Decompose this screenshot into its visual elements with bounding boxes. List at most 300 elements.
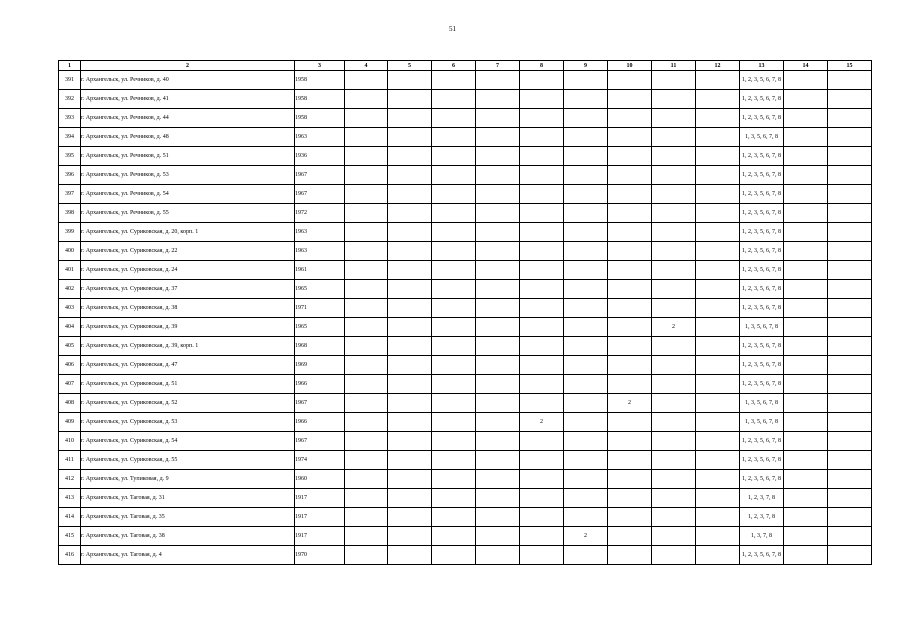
- col5-cell: [388, 394, 432, 413]
- page-number: 51: [449, 25, 456, 33]
- year-cell: 1966: [295, 413, 345, 432]
- table-row: [59, 356, 872, 375]
- col15-cell: [828, 166, 872, 185]
- col-header: 12: [696, 61, 740, 71]
- col10-cell: [608, 413, 652, 432]
- col12-cell: [696, 413, 740, 432]
- col11-cell: [652, 299, 696, 318]
- col8-cell: [520, 394, 564, 413]
- col11-cell: [652, 71, 696, 90]
- col11-cell: [652, 527, 696, 546]
- col12-cell: [696, 299, 740, 318]
- col13-cell: 1, 2, 3, 5, 6, 7, 8: [740, 337, 784, 356]
- table-row: [59, 546, 872, 565]
- col9-cell: [564, 432, 608, 451]
- col14-cell: [784, 204, 828, 223]
- row-number-cell: 411: [59, 451, 81, 470]
- col9-cell: [564, 204, 608, 223]
- address-cell: г. Архангельск, ул. Таговая, д. 31: [81, 489, 295, 508]
- col4-cell: [345, 71, 388, 90]
- col9-cell: [564, 337, 608, 356]
- col8-cell: [520, 71, 564, 90]
- col5-cell: [388, 185, 432, 204]
- col5-cell: [388, 204, 432, 223]
- year-cell: 1958: [295, 90, 345, 109]
- col15-cell: [828, 109, 872, 128]
- year-cell: 1963: [295, 223, 345, 242]
- col9-cell: [564, 413, 608, 432]
- table-row: [59, 413, 872, 432]
- col8-cell: [520, 451, 564, 470]
- year-cell: 1972: [295, 204, 345, 223]
- col14-cell: [784, 451, 828, 470]
- col10-cell: [608, 223, 652, 242]
- col6-cell: [432, 280, 476, 299]
- header-row: [59, 61, 872, 71]
- address-cell: г. Архангельск, ул. Суриковская, д. 37: [81, 280, 295, 299]
- col10-cell: [608, 280, 652, 299]
- col13-cell: 1, 2, 3, 5, 6, 7, 8: [740, 223, 784, 242]
- col14-cell: [784, 261, 828, 280]
- col5-cell: [388, 451, 432, 470]
- row-number-cell: 404: [59, 318, 81, 337]
- col11-cell: [652, 508, 696, 527]
- row-number-cell: 391: [59, 71, 81, 90]
- col12-cell: [696, 280, 740, 299]
- col7-cell: [476, 413, 520, 432]
- table-row: [59, 318, 872, 337]
- col9-cell: [564, 508, 608, 527]
- col11-cell: [652, 394, 696, 413]
- year-cell: 1965: [295, 318, 345, 337]
- year-cell: 1974: [295, 451, 345, 470]
- col7-cell: [476, 223, 520, 242]
- row-number-cell: 400: [59, 242, 81, 261]
- col15-cell: [828, 147, 872, 166]
- col7-cell: [476, 261, 520, 280]
- col7-cell: [476, 299, 520, 318]
- col12-cell: [696, 261, 740, 280]
- col8-cell: [520, 489, 564, 508]
- address-cell: г. Архангельск, ул. Суриковская, д. 51: [81, 375, 295, 394]
- col6-cell: [432, 356, 476, 375]
- year-cell: 1967: [295, 166, 345, 185]
- year-cell: 1968: [295, 337, 345, 356]
- col13-cell: 1, 3, 7, 8: [740, 527, 784, 546]
- row-number-cell: 401: [59, 261, 81, 280]
- col7-cell: [476, 204, 520, 223]
- col15-cell: [828, 261, 872, 280]
- col7-cell: [476, 527, 520, 546]
- col-header: 2: [81, 61, 295, 71]
- col15-cell: [828, 242, 872, 261]
- col14-cell: [784, 489, 828, 508]
- col4-cell: [345, 261, 388, 280]
- col6-cell: [432, 299, 476, 318]
- col9-cell: [564, 90, 608, 109]
- address-cell: г. Архангельск, ул. Суриковская, д. 47: [81, 356, 295, 375]
- row-number-cell: 402: [59, 280, 81, 299]
- year-cell: 1967: [295, 432, 345, 451]
- col8-cell: 2: [520, 413, 564, 432]
- address-cell: г. Архангельск, ул. Суриковская, д. 38: [81, 299, 295, 318]
- col9-cell: [564, 147, 608, 166]
- col15-cell: [828, 318, 872, 337]
- col12-cell: [696, 223, 740, 242]
- col6-cell: [432, 71, 476, 90]
- col6-cell: [432, 90, 476, 109]
- col15-cell: [828, 375, 872, 394]
- col9-cell: 2: [564, 527, 608, 546]
- col14-cell: [784, 147, 828, 166]
- col4-cell: [345, 280, 388, 299]
- year-cell: 1967: [295, 185, 345, 204]
- row-number-cell: 399: [59, 223, 81, 242]
- col15-cell: [828, 413, 872, 432]
- row-number-cell: 398: [59, 204, 81, 223]
- row-number-cell: 396: [59, 166, 81, 185]
- col9-cell: [564, 280, 608, 299]
- address-cell: г. Архангельск, ул. Суриковская, д. 24: [81, 261, 295, 280]
- table-row: [59, 166, 872, 185]
- col7-cell: [476, 508, 520, 527]
- col11-cell: 2: [652, 318, 696, 337]
- col4-cell: [345, 375, 388, 394]
- col13-cell: 1, 2, 3, 5, 6, 7, 8: [740, 185, 784, 204]
- year-cell: 1960: [295, 470, 345, 489]
- col11-cell: [652, 356, 696, 375]
- col5-cell: [388, 242, 432, 261]
- col13-cell: 1, 2, 3, 5, 6, 7, 8: [740, 261, 784, 280]
- col12-cell: [696, 375, 740, 394]
- col6-cell: [432, 375, 476, 394]
- col12-cell: [696, 318, 740, 337]
- col14-cell: [784, 508, 828, 527]
- address-cell: г. Архангельск, ул. Тупиковая, д. 9: [81, 470, 295, 489]
- col7-cell: [476, 432, 520, 451]
- year-cell: 1936: [295, 147, 345, 166]
- year-cell: 1917: [295, 489, 345, 508]
- col10-cell: [608, 299, 652, 318]
- col4-cell: [345, 527, 388, 546]
- col14-cell: [784, 280, 828, 299]
- address-cell: г. Архангельск, ул. Таговая, д. 35: [81, 508, 295, 527]
- col-header: 8: [520, 61, 564, 71]
- col7-cell: [476, 242, 520, 261]
- col8-cell: [520, 375, 564, 394]
- col8-cell: [520, 299, 564, 318]
- col4-cell: [345, 147, 388, 166]
- row-number-cell: 412: [59, 470, 81, 489]
- table-row: [59, 527, 872, 546]
- col5-cell: [388, 299, 432, 318]
- col7-cell: [476, 128, 520, 147]
- col13-cell: 1, 3, 5, 6, 7, 8: [740, 413, 784, 432]
- col6-cell: [432, 470, 476, 489]
- table-row: [59, 489, 872, 508]
- col15-cell: [828, 394, 872, 413]
- col8-cell: [520, 318, 564, 337]
- row-number-cell: 403: [59, 299, 81, 318]
- address-cell: г. Архангельск, ул. Таговая, д. 4: [81, 546, 295, 565]
- col11-cell: [652, 261, 696, 280]
- address-cell: г. Архангельск, ул. Речников, д. 53: [81, 166, 295, 185]
- col10-cell: [608, 261, 652, 280]
- col13-cell: 1, 2, 3, 5, 6, 7, 8: [740, 242, 784, 261]
- year-cell: 1963: [295, 128, 345, 147]
- col10-cell: [608, 356, 652, 375]
- row-number-cell: 392: [59, 90, 81, 109]
- table-row: [59, 299, 872, 318]
- col11-cell: [652, 413, 696, 432]
- row-number-cell: 395: [59, 147, 81, 166]
- col8-cell: [520, 337, 564, 356]
- col5-cell: [388, 337, 432, 356]
- col14-cell: [784, 318, 828, 337]
- col11-cell: [652, 280, 696, 299]
- col10-cell: [608, 185, 652, 204]
- col9-cell: [564, 71, 608, 90]
- col7-cell: [476, 147, 520, 166]
- col-header: 10: [608, 61, 652, 71]
- col6-cell: [432, 109, 476, 128]
- col-header: 6: [432, 61, 476, 71]
- table-row: [59, 109, 872, 128]
- col5-cell: [388, 489, 432, 508]
- col7-cell: [476, 185, 520, 204]
- col10-cell: [608, 242, 652, 261]
- col5-cell: [388, 356, 432, 375]
- address-cell: г. Архангельск, ул. Суриковская, д. 53: [81, 413, 295, 432]
- col5-cell: [388, 432, 432, 451]
- col9-cell: [564, 546, 608, 565]
- col5-cell: [388, 147, 432, 166]
- col7-cell: [476, 489, 520, 508]
- col6-cell: [432, 527, 476, 546]
- col15-cell: [828, 128, 872, 147]
- col12-cell: [696, 337, 740, 356]
- col8-cell: [520, 109, 564, 128]
- col13-cell: 1, 2, 3, 5, 6, 7, 8: [740, 280, 784, 299]
- col4-cell: [345, 128, 388, 147]
- row-number-cell: 408: [59, 394, 81, 413]
- col10-cell: [608, 90, 652, 109]
- col5-cell: [388, 527, 432, 546]
- col6-cell: [432, 185, 476, 204]
- col6-cell: [432, 166, 476, 185]
- col6-cell: [432, 223, 476, 242]
- col15-cell: [828, 280, 872, 299]
- col7-cell: [476, 109, 520, 128]
- col12-cell: [696, 166, 740, 185]
- col7-cell: [476, 90, 520, 109]
- col12-cell: [696, 90, 740, 109]
- col9-cell: [564, 375, 608, 394]
- col13-cell: 1, 2, 3, 5, 6, 7, 8: [740, 432, 784, 451]
- col6-cell: [432, 508, 476, 527]
- col14-cell: [784, 185, 828, 204]
- col10-cell: [608, 546, 652, 565]
- col11-cell: [652, 90, 696, 109]
- col14-cell: [784, 432, 828, 451]
- year-cell: 1958: [295, 71, 345, 90]
- col15-cell: [828, 432, 872, 451]
- col4-cell: [345, 299, 388, 318]
- col4-cell: [345, 470, 388, 489]
- col9-cell: [564, 394, 608, 413]
- col4-cell: [345, 242, 388, 261]
- col12-cell: [696, 185, 740, 204]
- col8-cell: [520, 508, 564, 527]
- col15-cell: [828, 527, 872, 546]
- col10-cell: [608, 109, 652, 128]
- col-header: 5: [388, 61, 432, 71]
- address-cell: г. Архангельск, ул. Речников, д. 44: [81, 109, 295, 128]
- col14-cell: [784, 71, 828, 90]
- col6-cell: [432, 204, 476, 223]
- address-cell: г. Архангельск, ул. Речников, д. 40: [81, 71, 295, 90]
- col8-cell: [520, 128, 564, 147]
- col7-cell: [476, 451, 520, 470]
- col10-cell: [608, 451, 652, 470]
- col14-cell: [784, 242, 828, 261]
- col11-cell: [652, 337, 696, 356]
- table-row: [59, 432, 872, 451]
- table-row: [59, 185, 872, 204]
- col8-cell: [520, 185, 564, 204]
- table-row: [59, 223, 872, 242]
- col14-cell: [784, 356, 828, 375]
- col12-cell: [696, 527, 740, 546]
- col4-cell: [345, 204, 388, 223]
- col13-cell: 1, 2, 3, 5, 6, 7, 8: [740, 299, 784, 318]
- col13-cell: 1, 3, 5, 6, 7, 8: [740, 394, 784, 413]
- row-number-cell: 415: [59, 527, 81, 546]
- col6-cell: [432, 489, 476, 508]
- row-number-cell: 405: [59, 337, 81, 356]
- col4-cell: [345, 223, 388, 242]
- col12-cell: [696, 356, 740, 375]
- table-row: [59, 242, 872, 261]
- col15-cell: [828, 508, 872, 527]
- year-cell: 1958: [295, 109, 345, 128]
- col10-cell: [608, 166, 652, 185]
- col11-cell: [652, 242, 696, 261]
- col10-cell: [608, 71, 652, 90]
- col7-cell: [476, 375, 520, 394]
- address-cell: г. Архангельск, ул. Суриковская, д. 20, корп. 1: [81, 223, 295, 242]
- col11-cell: [652, 470, 696, 489]
- col14-cell: [784, 546, 828, 565]
- table-row: [59, 470, 872, 489]
- row-number-cell: 410: [59, 432, 81, 451]
- col5-cell: [388, 261, 432, 280]
- col8-cell: [520, 223, 564, 242]
- col14-cell: [784, 394, 828, 413]
- col-header: 11: [652, 61, 696, 71]
- col4-cell: [345, 394, 388, 413]
- col8-cell: [520, 356, 564, 375]
- col8-cell: [520, 280, 564, 299]
- address-cell: г. Архангельск, ул. Суриковская, д. 39, корп. 1: [81, 337, 295, 356]
- col12-cell: [696, 470, 740, 489]
- col9-cell: [564, 223, 608, 242]
- year-cell: 1961: [295, 261, 345, 280]
- col8-cell: [520, 470, 564, 489]
- col5-cell: [388, 71, 432, 90]
- col5-cell: [388, 375, 432, 394]
- col-header: 1: [59, 61, 81, 71]
- col-header: 9: [564, 61, 608, 71]
- col12-cell: [696, 71, 740, 90]
- col10-cell: [608, 375, 652, 394]
- col-header: 14: [784, 61, 828, 71]
- col12-cell: [696, 204, 740, 223]
- col12-cell: [696, 489, 740, 508]
- col13-cell: 1, 2, 3, 5, 6, 7, 8: [740, 546, 784, 565]
- col10-cell: [608, 432, 652, 451]
- col8-cell: [520, 261, 564, 280]
- col12-cell: [696, 451, 740, 470]
- table-row: [59, 451, 872, 470]
- col6-cell: [432, 546, 476, 565]
- year-cell: 1970: [295, 546, 345, 565]
- col12-cell: [696, 242, 740, 261]
- col14-cell: [784, 299, 828, 318]
- col4-cell: [345, 546, 388, 565]
- col7-cell: [476, 337, 520, 356]
- col9-cell: [564, 128, 608, 147]
- col4-cell: [345, 337, 388, 356]
- year-cell: 1966: [295, 375, 345, 394]
- col6-cell: [432, 147, 476, 166]
- col15-cell: [828, 489, 872, 508]
- col8-cell: [520, 90, 564, 109]
- col11-cell: [652, 166, 696, 185]
- address-cell: г. Архангельск, ул. Речников, д. 51: [81, 147, 295, 166]
- row-number-cell: 416: [59, 546, 81, 565]
- col14-cell: [784, 223, 828, 242]
- year-cell: 1969: [295, 356, 345, 375]
- col12-cell: [696, 394, 740, 413]
- col13-cell: 1, 2, 3, 5, 6, 7, 8: [740, 375, 784, 394]
- col5-cell: [388, 223, 432, 242]
- year-cell: 1917: [295, 508, 345, 527]
- col8-cell: [520, 432, 564, 451]
- col7-cell: [476, 166, 520, 185]
- col5-cell: [388, 413, 432, 432]
- col14-cell: [784, 90, 828, 109]
- col10-cell: [608, 204, 652, 223]
- col7-cell: [476, 394, 520, 413]
- table-row: [59, 394, 872, 413]
- row-number-cell: 409: [59, 413, 81, 432]
- col8-cell: [520, 147, 564, 166]
- col5-cell: [388, 128, 432, 147]
- col12-cell: [696, 546, 740, 565]
- col12-cell: [696, 432, 740, 451]
- col10-cell: [608, 337, 652, 356]
- col4-cell: [345, 413, 388, 432]
- col5-cell: [388, 166, 432, 185]
- table-row: [59, 204, 872, 223]
- col7-cell: [476, 356, 520, 375]
- col8-cell: [520, 242, 564, 261]
- col15-cell: [828, 546, 872, 565]
- col13-cell: 1, 2, 3, 7, 8: [740, 489, 784, 508]
- col13-cell: 1, 2, 3, 5, 6, 7, 8: [740, 451, 784, 470]
- table-row: [59, 337, 872, 356]
